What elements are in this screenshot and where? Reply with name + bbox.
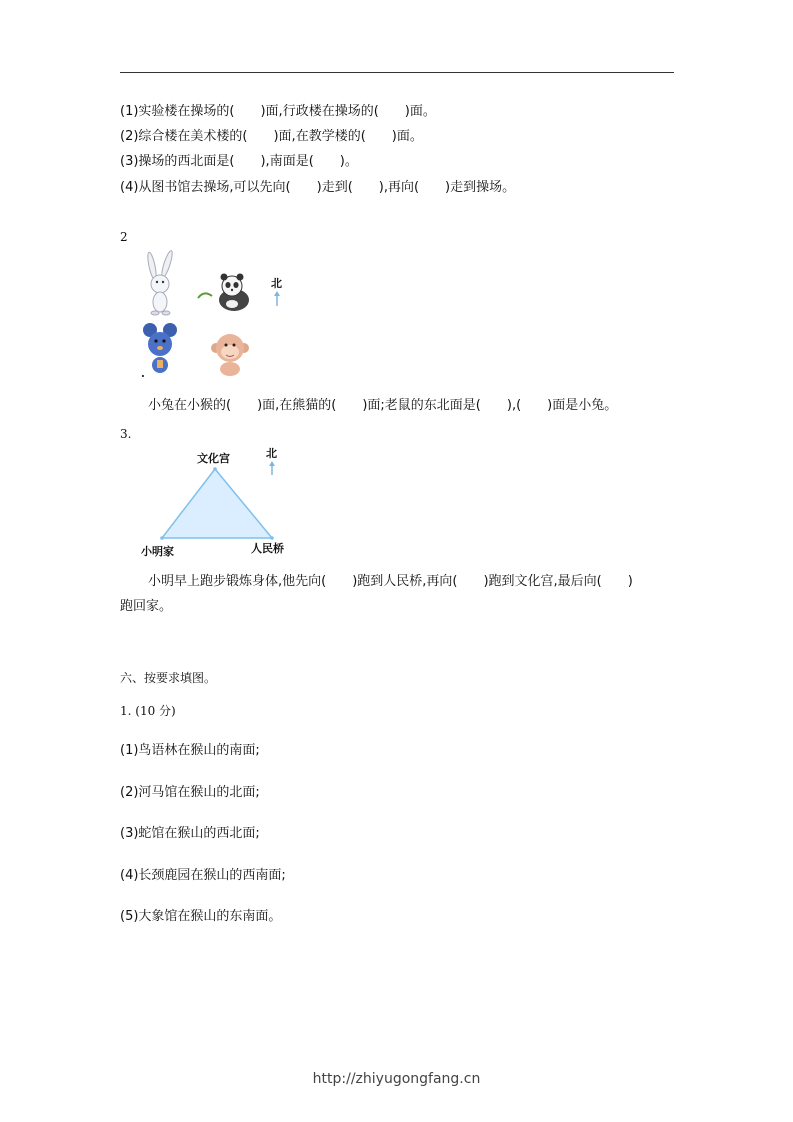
rabbit-icon <box>146 250 174 315</box>
mouse-icon <box>143 323 177 373</box>
question-2-number: 2 <box>120 230 128 244</box>
north-label: 北 <box>271 277 282 290</box>
fill-item-3: (3)蛇馆在猴山的西北面; <box>120 826 260 841</box>
north-label-2: 北 <box>266 447 277 460</box>
section-6-q1-label: 1. (10 分) <box>120 704 176 718</box>
animal-figure <box>140 248 300 383</box>
north-arrow-icon <box>269 461 275 475</box>
label-renmin-bridge: 人民桥 <box>251 542 284 555</box>
section-6-heading: 六、按要求填图。 <box>120 671 217 685</box>
label-cultural-palace: 文化宫 <box>197 452 230 465</box>
fill-item-5: (5)大象馆在猴山的东南面。 <box>120 909 282 924</box>
label-xiaoming-home: 小明家 <box>141 545 174 558</box>
question-2-sentence: 小兔在小猴的( )面,在熊猫的( )面;老鼠的东北面是( ),( )面是小兔。 <box>148 398 618 413</box>
panda-icon <box>198 274 249 312</box>
question-3-number: 3. <box>120 427 132 441</box>
fill-item-1: (1)鸟语林在猴山的南面; <box>120 743 260 758</box>
north-arrow-icon <box>274 291 280 306</box>
triangle-map <box>138 445 308 565</box>
question-line-1: (1)实验楼在操场的( )面,行政楼在操场的( )面。 <box>120 104 436 119</box>
fill-item-2: (2)河马馆在猴山的北面; <box>120 785 260 800</box>
figure-dot: . <box>141 367 145 380</box>
question-3-sentence-line-1: 小明早上跑步锻炼身体,他先向( )跑到人民桥,再向( )跑到文化宫,最后向( ) <box>148 574 633 589</box>
top-rule <box>120 72 674 73</box>
footer-url: http://zhiyugongfang.cn <box>312 1071 481 1087</box>
route-triangle <box>162 469 272 538</box>
question-line-2: (2)综合楼在美术楼的( )面,在教学楼的( )面。 <box>120 129 423 144</box>
question-line-4: (4)从图书馆去操场,可以先向( )走到( ),再向( )走到操场。 <box>120 180 516 195</box>
question-3-sentence-line-2: 跑回家。 <box>120 599 173 614</box>
question-line-3: (3)操场的西北面是( ),南面是( )。 <box>120 154 358 169</box>
fill-item-4: (4)长颈鹿园在猴山的西南面; <box>120 868 286 883</box>
monkey-icon <box>211 334 249 376</box>
